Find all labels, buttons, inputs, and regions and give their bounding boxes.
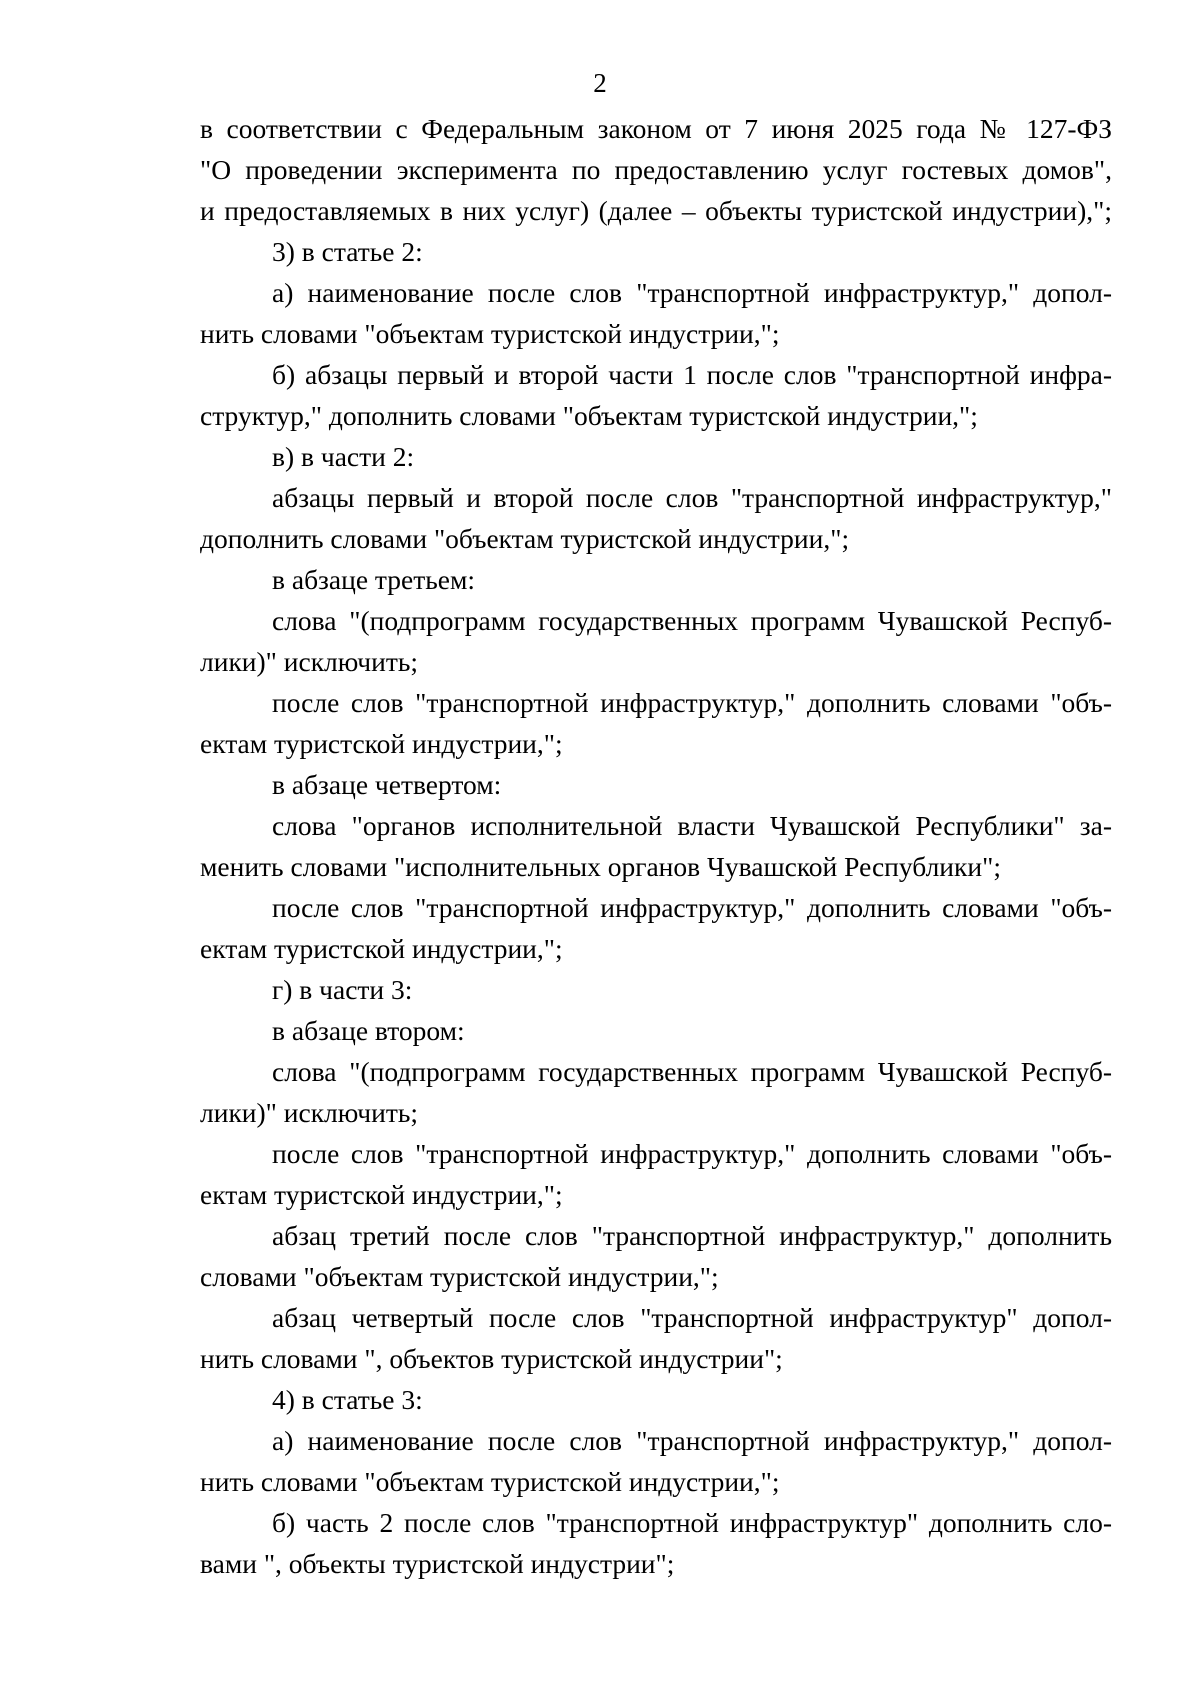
text-line: после слов "транспортной инфраструктур," дополнить словами "объ- <box>272 687 1112 718</box>
text-line: ектам туристской индустрии,"; <box>200 933 563 964</box>
page-number: 2 <box>593 68 607 98</box>
text-line: и предоставляемых в них услуг) (далее – объекты туристской индустрии),"; <box>200 195 1112 226</box>
text-line: ектам туристской индустрии,"; <box>200 1179 563 1210</box>
text-line: г) в части 3: <box>272 974 413 1005</box>
text-line: дополнить словами "объектам туристской индустрии,"; <box>200 523 850 554</box>
text-line: структур," дополнить словами "объектам туристской индустрии,"; <box>200 400 978 431</box>
text-line: после слов "транспортной инфраструктур," дополнить словами "объ- <box>272 892 1112 923</box>
text-line: лики)" исключить; <box>200 1097 419 1128</box>
text-line: менить словами "исполнительных органов Чувашской Республики"; <box>200 851 1001 882</box>
text-line: после слов "транспортной инфраструктур," дополнить словами "объ- <box>272 1138 1112 1169</box>
text-line: в соответствии с Федеральным законом от 7 июня 2025 года № 127-ФЗ <box>200 113 1112 144</box>
text-line: 4) в статье 3: <box>272 1384 423 1415</box>
text-line: вами ", объекты туристской индустрии"; <box>200 1548 675 1579</box>
text-line: "О проведении эксперимента по предоставлению услуг гостевых домов", <box>200 154 1112 185</box>
text-line: слова "(подпрограмм государственных программ Чувашской Респуб- <box>272 605 1112 636</box>
text-line: 3) в статье 2: <box>272 236 423 267</box>
text-line: абзац четвертый после слов "транспортной инфраструктур" допол- <box>272 1302 1112 1333</box>
text-line: а) наименование после слов "транспортной инфраструктур," допол- <box>272 1425 1112 1456</box>
text-line: нить словами "объектам туристской индустрии,"; <box>200 318 780 349</box>
text-line: в абзаце втором: <box>272 1015 465 1046</box>
document-body <box>200 108 1112 1584</box>
text-line: б) абзацы первый и второй части 1 после слов "транспортной инфра- <box>272 359 1112 390</box>
text-line: в) в части 2: <box>272 441 415 472</box>
text-line: нить словами ", объектов туристской индустрии"; <box>200 1343 783 1374</box>
text-line: в абзаце четвертом: <box>272 769 502 800</box>
text-line: в абзаце третьем: <box>272 564 476 595</box>
text-line: слова "органов исполнительной власти Чувашской Республики" за- <box>272 810 1112 841</box>
text-line: ектам туристской индустрии,"; <box>200 728 563 759</box>
text-line: нить словами "объектам туристской индустрии,"; <box>200 1466 780 1497</box>
text-line: б) часть 2 после слов "транспортной инфраструктур" дополнить сло- <box>272 1507 1112 1538</box>
text-line: словами "объектам туристской индустрии,"; <box>200 1261 719 1292</box>
text-line: абзацы первый и второй после слов "транспортной инфраструктур," <box>272 482 1112 513</box>
text-line: лики)" исключить; <box>200 646 419 677</box>
text-line: абзац третий после слов "транспортной инфраструктур," дополнить <box>272 1220 1112 1251</box>
text-line: слова "(подпрограмм государственных программ Чувашской Респуб- <box>272 1056 1112 1087</box>
text-line: а) наименование после слов "транспортной инфраструктур," допол- <box>272 277 1112 308</box>
